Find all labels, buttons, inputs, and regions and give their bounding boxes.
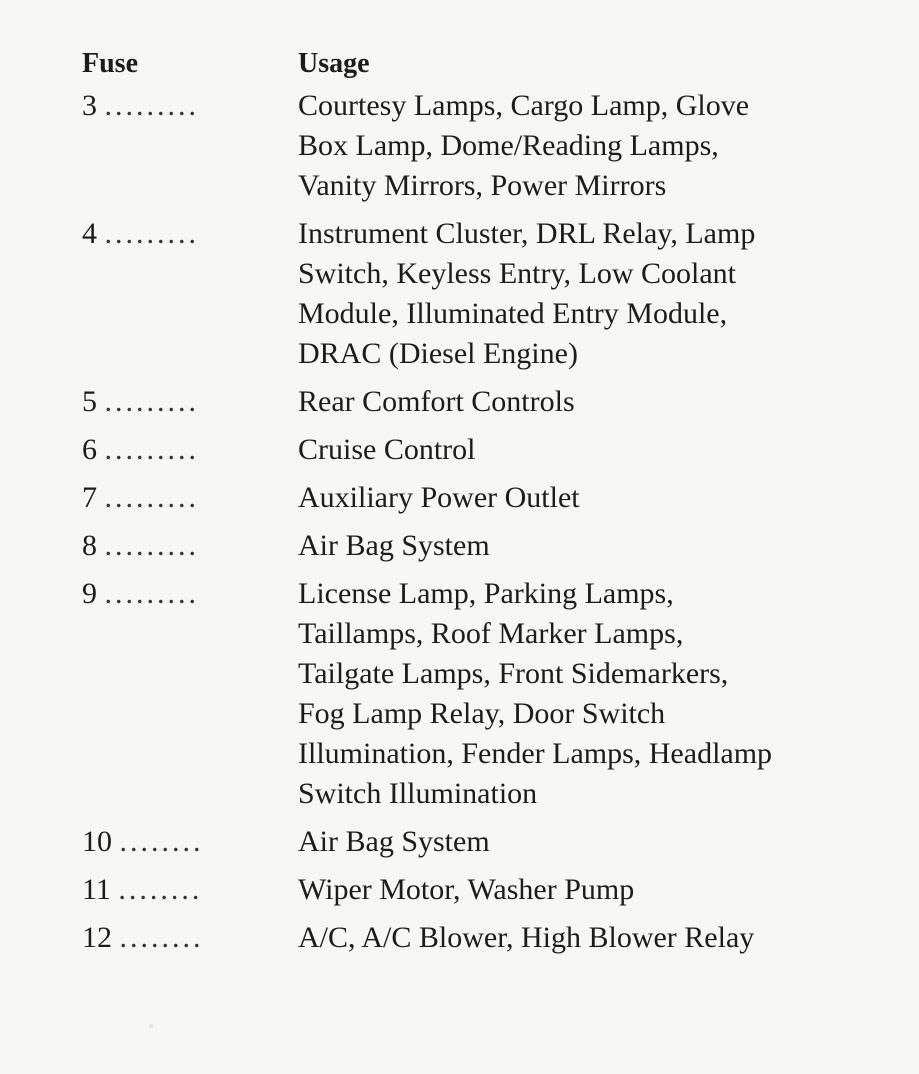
fuse-number-cell bbox=[82, 526, 298, 566]
usage-line: Switch, Keyless Entry, Low Coolant bbox=[298, 257, 737, 290]
fuse-number: 12 bbox=[82, 921, 112, 954]
usage-line: Rear Comfort Controls bbox=[298, 385, 575, 418]
dot-leader: ......... bbox=[104, 217, 199, 250]
fuse-number-cell bbox=[82, 382, 298, 422]
fuse-number-cell bbox=[82, 574, 298, 614]
usage-cell bbox=[298, 574, 878, 814]
usage-cell bbox=[298, 918, 878, 958]
fuse-number: 8 bbox=[82, 529, 97, 562]
usage-line: Air Bag System bbox=[298, 825, 490, 858]
table-row bbox=[82, 214, 882, 374]
table-row bbox=[82, 478, 882, 518]
fuse-number: 5 bbox=[82, 385, 97, 418]
table-row bbox=[82, 86, 882, 206]
usage-line: Fog Lamp Relay, Door Switch bbox=[298, 697, 666, 730]
table-row bbox=[82, 574, 882, 814]
fuse-number: 9 bbox=[82, 577, 97, 610]
fuse-number-cell bbox=[82, 918, 298, 958]
usage-line: Switch Illumination bbox=[298, 777, 538, 810]
fuse-number-cell bbox=[82, 214, 298, 254]
fuse-number: 4 bbox=[82, 217, 97, 250]
usage-cell bbox=[298, 214, 878, 374]
usage-column-header: Usage bbox=[298, 48, 370, 79]
fuse-number-cell bbox=[82, 86, 298, 126]
dot-leader: ........ bbox=[119, 921, 204, 954]
usage-line: Taillamps, Roof Marker Lamps, bbox=[298, 617, 684, 650]
dot-leader: ........ bbox=[119, 825, 204, 858]
usage-line: A/C, A/C Blower, High Blower Relay bbox=[298, 921, 755, 954]
usage-line: Instrument Cluster, DRL Relay, Lamp bbox=[298, 217, 756, 250]
fuse-usage-table bbox=[82, 38, 882, 966]
usage-line: Air Bag System bbox=[298, 529, 490, 562]
usage-cell bbox=[298, 870, 878, 910]
fuse-number: 6 bbox=[82, 433, 97, 466]
usage-line: Tailgate Lamps, Front Sidemarkers, bbox=[298, 657, 729, 690]
table-row bbox=[82, 918, 882, 958]
fuse-number: 10 bbox=[82, 825, 112, 858]
dot-leader: ......... bbox=[104, 577, 199, 610]
usage-line: Auxiliary Power Outlet bbox=[298, 481, 580, 514]
fuse-number: 7 bbox=[82, 481, 97, 514]
dot-leader: ......... bbox=[104, 89, 199, 122]
table-row bbox=[82, 526, 882, 566]
fuse-rows bbox=[82, 86, 882, 958]
usage-cell bbox=[298, 822, 878, 862]
dot-leader: ......... bbox=[104, 529, 199, 562]
usage-line: Illumination, Fender Lamps, Headlamp bbox=[298, 737, 773, 770]
fuse-column-header: Fuse bbox=[82, 48, 138, 79]
usage-cell bbox=[298, 86, 878, 206]
fuse-number-cell bbox=[82, 822, 298, 862]
fuse-number-cell bbox=[82, 870, 298, 910]
usage-line: Vanity Mirrors, Power Mirrors bbox=[298, 169, 667, 202]
table-row bbox=[82, 382, 882, 422]
table-row bbox=[82, 430, 882, 470]
dot-leader: ........ bbox=[118, 873, 203, 906]
fuse-number-cell bbox=[82, 478, 298, 518]
usage-line: Box Lamp, Dome/Reading Lamps, bbox=[298, 129, 719, 162]
usage-line: Courtesy Lamps, Cargo Lamp, Glove bbox=[298, 89, 750, 122]
fuse-number: 11 bbox=[82, 873, 111, 906]
usage-cell bbox=[298, 430, 878, 470]
dot-leader: ......... bbox=[104, 385, 199, 418]
usage-line: DRAC (Diesel Engine) bbox=[298, 337, 578, 370]
usage-cell bbox=[298, 526, 878, 566]
usage-line: Cruise Control bbox=[298, 433, 476, 466]
usage-line: Module, Illuminated Entry Module, bbox=[298, 297, 728, 330]
table-row bbox=[82, 870, 882, 910]
dot-leader: ......... bbox=[104, 481, 199, 514]
usage-cell bbox=[298, 478, 878, 518]
fuse-number: 3 bbox=[82, 89, 97, 122]
usage-line: License Lamp, Parking Lamps, bbox=[298, 577, 674, 610]
usage-line: Wiper Motor, Washer Pump bbox=[298, 873, 635, 906]
table-header bbox=[82, 38, 882, 82]
dot-leader: ......... bbox=[104, 433, 199, 466]
table-row bbox=[82, 822, 882, 862]
scan-speck bbox=[149, 1024, 153, 1028]
usage-cell bbox=[298, 382, 878, 422]
fuse-number-cell bbox=[82, 430, 298, 470]
